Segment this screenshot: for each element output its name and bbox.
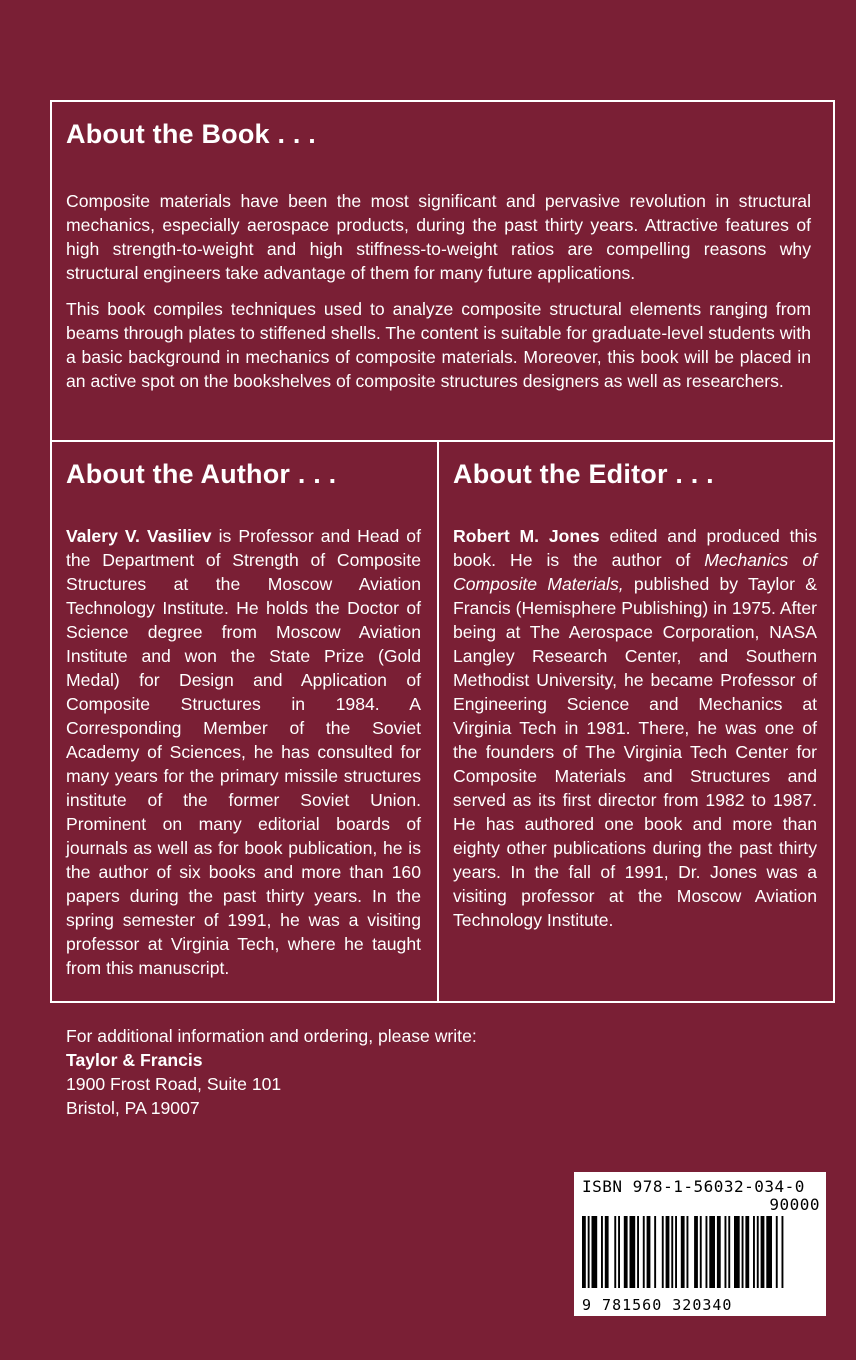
about-author-section [52,442,439,1003]
barcode-bar [687,1216,689,1288]
barcode-bar [776,1216,778,1288]
barcode-bar [734,1216,740,1288]
barcode-digits: 9 781560 320340 [582,1296,733,1314]
barcode-bar [654,1216,656,1288]
isbn-label: ISBN 978-1-56032-034-0 [582,1177,805,1196]
author-bio [66,524,421,980]
barcode-bar [766,1216,772,1288]
barcode-bar [618,1216,620,1288]
barcode-bar [728,1216,730,1288]
barcode-bar [588,1216,590,1288]
about-book-section [52,102,833,442]
barcode-bar [725,1216,727,1288]
barcode-bar [671,1216,673,1288]
barcode-bar [666,1216,670,1288]
price-addon-code: 90000 [769,1195,820,1214]
ordering-intro: For additional information and ordering, please write: [66,1026,477,1046]
barcode-bar [681,1216,685,1288]
editor-name: Robert M. Jones [453,526,600,546]
publisher-name: Taylor & Francis [66,1050,203,1070]
about-book-paragraph-2: This book compiles techniques used to analyze composite structural elements ranging from beams through plates to stiffened shells. The content is suitable for graduate-level students with a basic background in mechanics of composite materials. Moreover, this book will be placed in an active spot on the bookshelves of composite structures designers as well as researchers. [66,299,811,391]
barcode-bar [630,1216,636,1288]
author-bio-text: is Professor and Head of the Department of Strength of Composite Structures at the Moscow Aviation Technology Institute. He holds the Doctor of Science degree from Moscow Aviation Institute and won the State Prize (Gold Medal) for Design and Application of Composite Structures in 1984. A Corresponding Member of the Soviet Academy of Sciences, he has consulted for many years for the primary missile structures institute of the former Soviet Union. Prominent on many editorial boards of journals as well as for book publication, he is the author of six books and more than 160 papers during the past thirty years. In the spring semester of 1991, he was a visiting professor at Virginia Tech, where he taught from this manuscript. [66,526,421,978]
barcode-bar [761,1216,765,1288]
publisher-address-line-1: 1900 Frost Road, Suite 101 [66,1074,282,1094]
about-book-paragraph-1: Composite materials have been the most significant and pervasive revolution in structural mechanics, especially aerospace products, during the past thirty years. Attractive features of high strength-to-weight and high stiffness-to-weight ratios are compelling reasons why structural engineers take advantage of them for many future applications. [66,191,811,283]
barcode-bar [782,1216,784,1288]
barcode-bar [662,1216,664,1288]
barcode-bar [614,1216,616,1288]
ordering-info [66,1024,477,1120]
about-book-heading: About the Book . . . [66,119,316,149]
barcode-bar [601,1216,603,1288]
about-editor-heading: About the Editor . . . [453,459,714,489]
info-frame [50,100,835,1003]
barcode-bar [643,1216,645,1288]
barcode-bar [675,1216,677,1288]
barcode-bar [742,1216,744,1288]
barcode-bar [753,1216,755,1288]
about-editor-section [439,442,833,1003]
barcode-bar [637,1216,639,1288]
editor-bio [453,524,817,932]
barcode-bar [694,1216,698,1288]
barcode-bar [745,1216,749,1288]
barcode-bar [757,1216,759,1288]
barcode-bars-icon [582,1216,818,1288]
barcode-bar [582,1216,586,1288]
barcode-bar [624,1216,628,1288]
barcode-bar [706,1216,708,1288]
barcode-bar [709,1216,715,1288]
editor-bio-text-before: edited and produced this book. He is the author of [453,526,818,570]
barcode-bar [700,1216,702,1288]
publisher-address-line-2: Bristol, PA 19007 [66,1098,200,1118]
barcode-bar [647,1216,651,1288]
about-author-heading: About the Author . . . [66,459,337,489]
editor-book-title: Mechanics of Composite Materials, [453,550,817,594]
author-name: Valery V. Vasiliev [66,526,212,546]
barcode-bar [605,1216,609,1288]
barcode-bar [717,1216,721,1288]
isbn-barcode [574,1172,826,1316]
barcode-bar [592,1216,598,1288]
editor-bio-text-after: published by Taylor & Francis (Hemisphere Publishing) in 1975. After being at The Aerospace Corporation, NASA Langley Research Center, and Southern Methodist University, he became Professor of Engineering Science and Mechanics at Virginia Tech in 1981. There, he was one of the founders of The Virginia Tech Center for Composite Materials and Structures and served as its first director from 1982 to 1987. He has authored one book and more than eighty other publications during the past thirty years. In the fall of 1991, Dr. Jones was a visiting professor at the Moscow Aviation Technology Institute. [453,574,817,930]
